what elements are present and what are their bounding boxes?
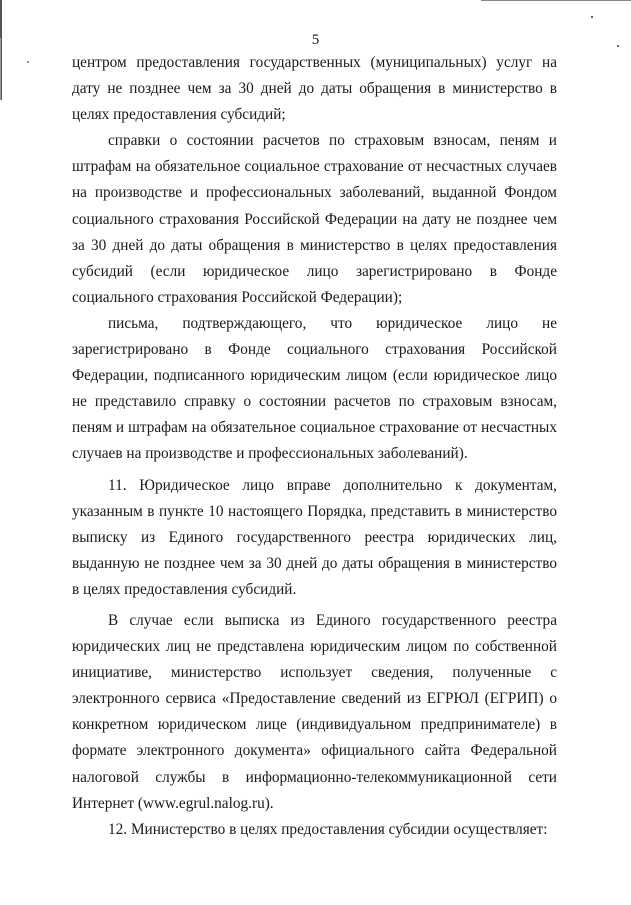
paragraph-item-11: 11. Юридическое лицо вправе дополнительно к документам, указанным в пункте 10 настоящего Порядка, представить в министерство выписку из Единого государственного реестра юридических лиц, выданную не позднее чем за 30 дней до даты обращения в министерство в целях предоставления субсидий.	[72, 476, 557, 598]
scan-speck	[591, 16, 593, 18]
scan-edge-artifact	[481, 0, 631, 1]
paragraph-egrul: В случае если выписка из Единого государственного реестра юридических лиц не представлена юридическим лицом по собственной инициативе, министерство использует сведения, полученные с электронного сервиса «Предоставление сведений из ЕГРЮЛ (ЕГРИП) о конкретном юридическом лице (индивидуальном предпринимателе) в формате электронного документа» официального сайта Федеральной налоговой службы в информационно-телекоммуникационной сети Интернет (www.egrul.nalog.ru).	[72, 611, 557, 812]
page-number: 5	[311, 32, 320, 48]
paragraph-item-12: 12. Министерство в целях предоставления субсидии осуществляет:	[108, 820, 548, 838]
paragraph-fss-certificate: справки о состоянии расчетов по страховым взносам, пеням и штрафам на обязательное социальное страхование от несчастных случаев на производстве и профессиональных заболеваний, выданной Фондом социального страхования Российской Федерации на дату не позднее чем за 30 дней до даты обращения в министерство в целях предоставления субсидий (если юридическое лицо зарегистрировано в Фонде социального страхования Российской Федерации);	[72, 132, 557, 306]
paragraph-letter: письма, подтверждающего, что юридическое лицо не зарегистрировано в Фонде социального страхования Российской Федерации, подписанного юридическим лицом (если юридическое лицо не представило справку о состоянии расчетов по страховым взносам, пеням и штрафам на обязательное социальное страхование от несчастных случаев на производстве и профессиональных заболеваний).	[72, 314, 557, 463]
paragraph-continuation: центром предоставления государственных (муниципальных) услуг на дату не позднее чем за 30 дней до даты обращения в министерство в целях предоставления субсидий;	[72, 54, 557, 124]
document-body	[72, 50, 557, 843]
scan-speck	[27, 61, 29, 63]
